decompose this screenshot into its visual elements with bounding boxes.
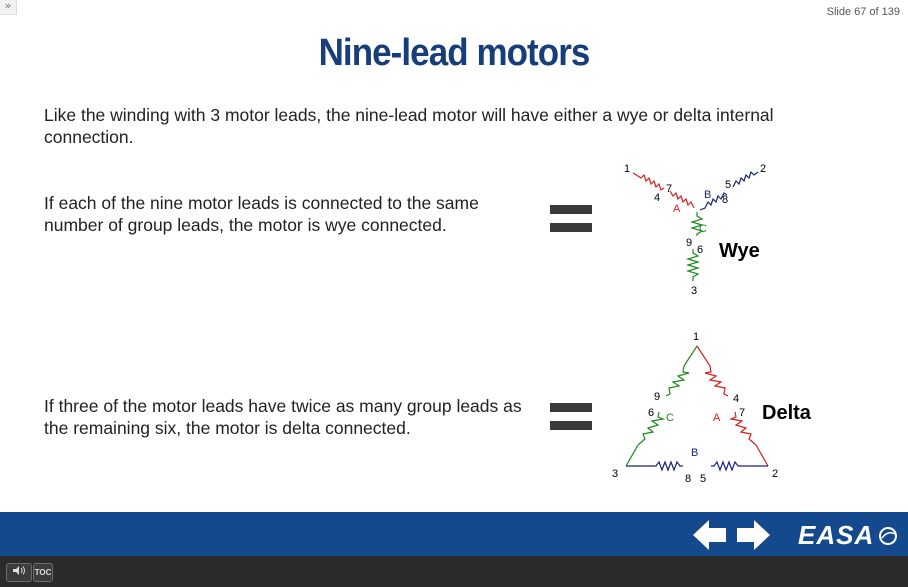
delta-coil-b-right [711,462,742,470]
logo-text: EASA [798,520,874,550]
wye-lead-1: 1 [624,163,631,175]
delta-lead-7: 7 [739,407,746,419]
wye-description: If each of the nine motor leads is connected to the same number of group leads, the motor is wye connected. [44,193,479,235]
intro-text: Like the winding with 3 motor leads, the nine-lead motor will have either a wye or delta internal connection. [44,105,774,147]
wye-lead-7: 7 [666,183,673,195]
delta-lead-8: 8 [685,473,692,485]
audio-speaker-icon[interactable] [6,563,32,582]
delta-coil-a-upper [705,366,728,396]
delta-lead-4: 4 [733,393,740,405]
wye-coil-a-outer [633,173,664,190]
delta-description: If three of the motor leads have twice as many group leads as the remaining six, the motor is delta connected. [44,396,522,438]
expand-sidebar-icon[interactable]: » [0,0,17,15]
wye-coil-b-outer [733,172,758,187]
delta-phase-b: B [691,447,699,459]
wye-lead-3: 3 [691,285,698,297]
wye-phase-a: A [673,203,681,215]
toc-button[interactable]: TOC [33,563,53,582]
delta-coil-b-left [652,462,683,470]
wye-label: Wye [719,240,760,262]
wye-lead-9: 9 [686,237,693,249]
slide-footer-bar [0,512,908,556]
delta-lead-9: 9 [654,391,661,403]
delta-label: Delta [762,402,811,424]
previous-slide-arrow-icon[interactable] [693,519,727,551]
wye-phase-b: B [704,189,712,201]
wye-lead-6: 6 [697,244,704,256]
slide-counter: Slide 67 of 139 [826,6,900,18]
easa-logo [798,520,898,551]
globe-icon [878,526,898,546]
delta-lead-1: 1 [693,331,700,343]
delta-lead-6: 6 [648,407,655,419]
wye-phase-c: C [699,223,707,235]
next-slide-arrow-icon[interactable] [736,519,770,551]
wye-lead-4: 4 [654,192,661,204]
slide-title: Nine-lead motors [318,32,590,74]
wye-lead-5: 5 [725,179,732,191]
delta-phase-a: A [713,412,721,424]
player-control-bar [0,556,908,587]
delta-coil-c-upper [666,366,689,396]
wye-lead-2: 2 [760,163,767,175]
delta-phase-c: C [666,412,674,424]
delta-lead-5: 5 [700,473,707,485]
delta-lead-2: 2 [772,468,779,480]
wye-lead-8: 8 [722,194,729,206]
delta-lead-3: 3 [612,468,619,480]
